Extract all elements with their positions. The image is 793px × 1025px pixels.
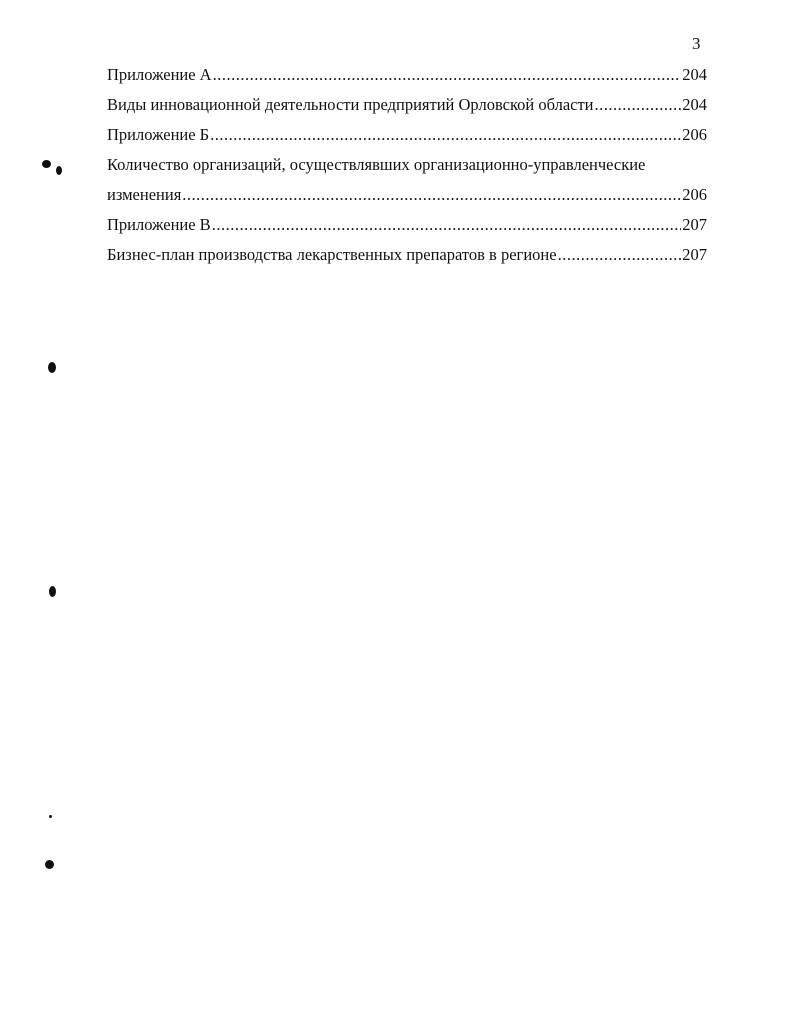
scan-speck bbox=[56, 166, 62, 175]
table-of-contents bbox=[107, 60, 707, 270]
toc-entry-title-line1: Количество организаций, осуществлявших организационно-управленческие bbox=[107, 155, 646, 174]
toc-entry-title: Приложение А bbox=[107, 65, 212, 84]
scan-speck bbox=[45, 860, 54, 869]
page-number: 3 bbox=[692, 34, 701, 53]
toc-entry-title: Приложение Б bbox=[107, 125, 210, 144]
dot-leader bbox=[182, 180, 681, 210]
toc-entry-page: 207 bbox=[682, 245, 707, 264]
dot-leader bbox=[212, 210, 682, 240]
toc-entry-page: 207 bbox=[682, 215, 707, 234]
toc-entry-title: изменения bbox=[107, 185, 182, 204]
dot-leader bbox=[213, 60, 682, 90]
toc-entry-title: Приложение В bbox=[107, 215, 211, 234]
toc-entry bbox=[107, 210, 707, 240]
scan-speck bbox=[48, 362, 56, 373]
toc-entry bbox=[107, 150, 707, 210]
scan-speck bbox=[49, 815, 52, 818]
dot-leader bbox=[595, 90, 682, 120]
toc-entry-title: Бизнес-план производства лекарственных препаратов в регионе bbox=[107, 245, 557, 264]
toc-entry bbox=[107, 60, 707, 90]
toc-entry-page: 204 bbox=[682, 65, 707, 84]
toc-entry bbox=[107, 240, 707, 270]
dot-leader bbox=[210, 120, 681, 150]
toc-entry bbox=[107, 120, 707, 150]
scan-speck bbox=[42, 160, 51, 168]
scan-speck bbox=[49, 586, 56, 597]
toc-entry-page: 206 bbox=[682, 125, 707, 144]
toc-entry-page: 206 bbox=[682, 185, 707, 204]
toc-entry bbox=[107, 90, 707, 120]
toc-entry-page: 204 bbox=[682, 95, 707, 114]
dot-leader bbox=[558, 240, 682, 270]
toc-entry-title: Виды инновационной деятельности предприятий Орловской области bbox=[107, 95, 594, 114]
